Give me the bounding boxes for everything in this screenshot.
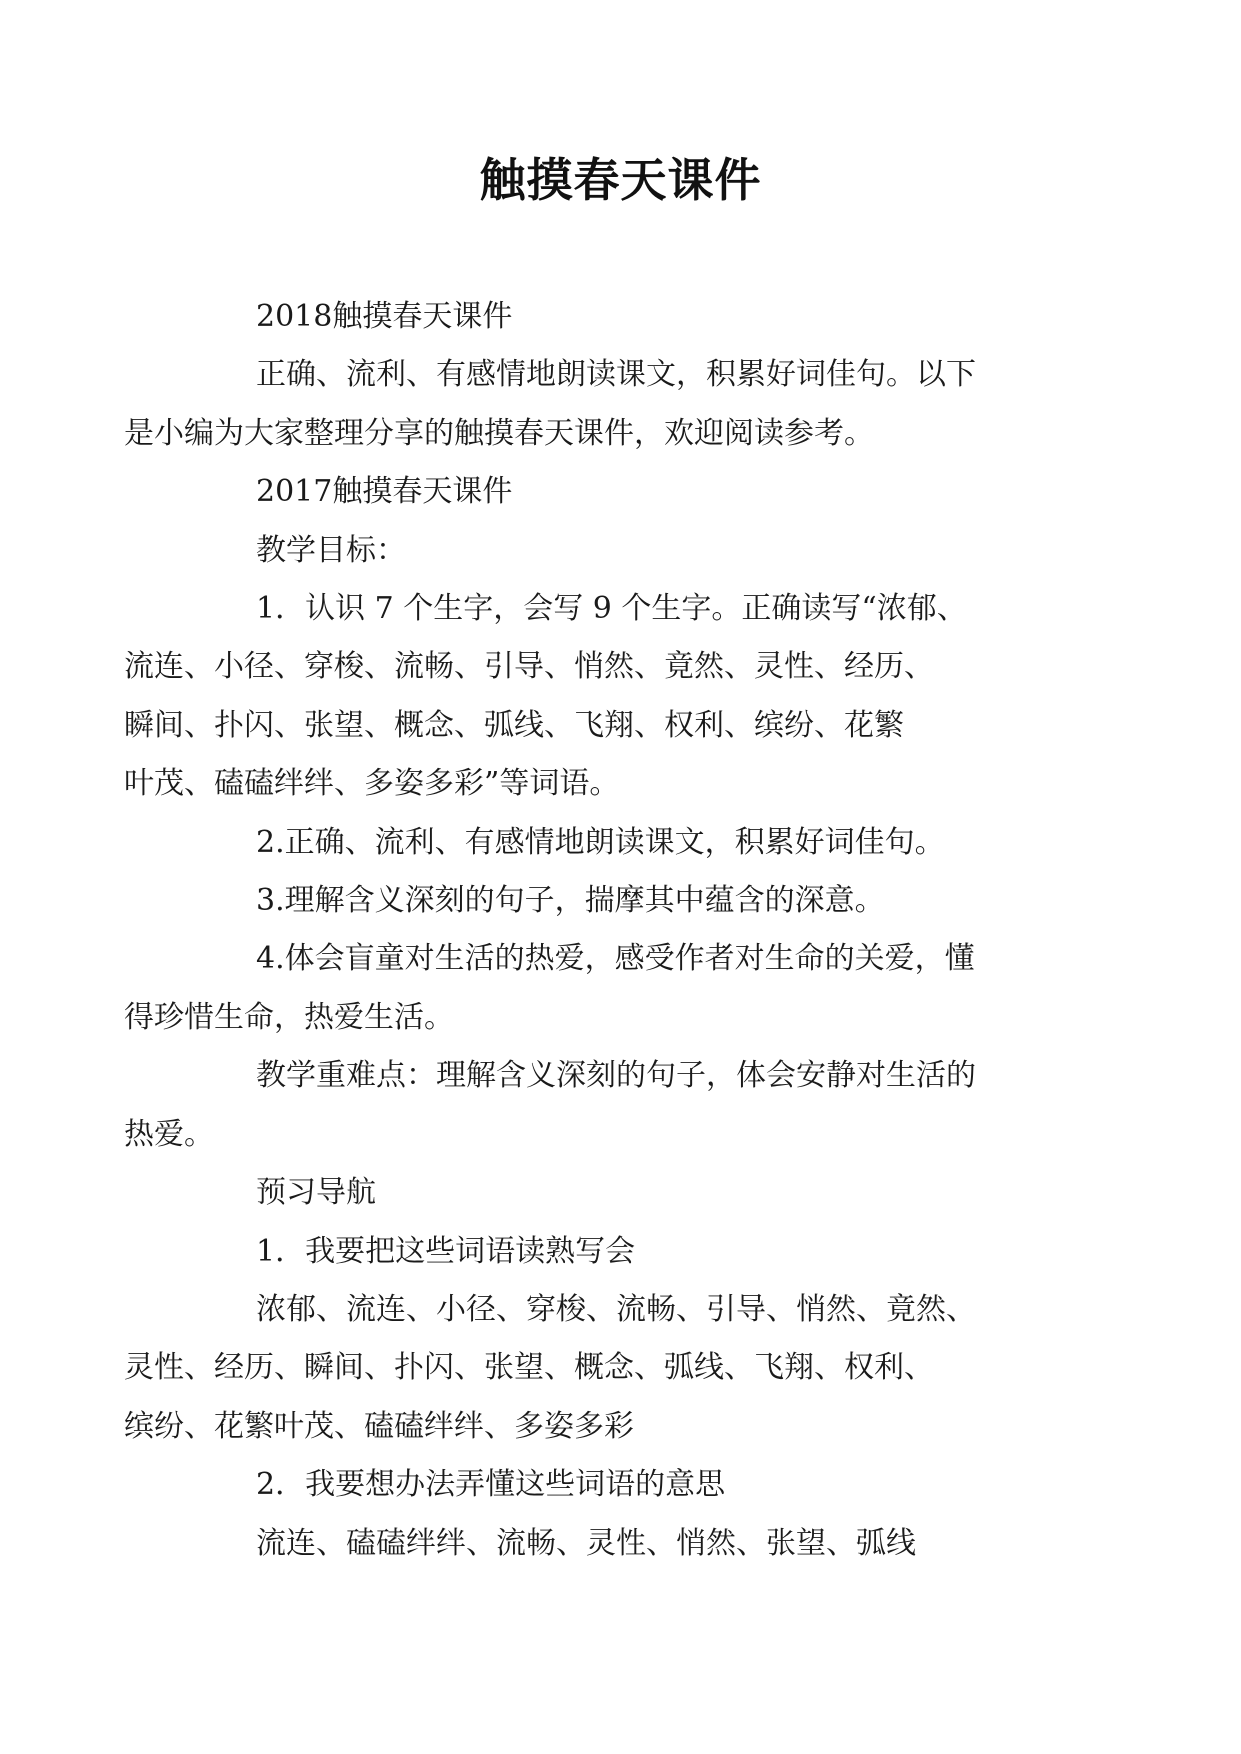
text-line: 正确、流利、有感情地朗读课文，积累好词佳句。以下: [256, 357, 976, 393]
page-title: 触摸春天课件: [479, 153, 762, 207]
paragraph: [190, 522, 1060, 580]
text-line: 教学目标：: [256, 532, 406, 568]
text-line: 瞬间、扑闪、张望、概念、弧线、飞翔、权利、缤纷、花繁: [124, 707, 904, 743]
text-line: 流连、小径、穿梭、流畅、引导、悄然、竟然、灵性、经历、: [124, 649, 934, 685]
text-line: 2.正确、流利、有感情地朗读课文，积累好词佳句。: [256, 824, 945, 860]
text-line: 是小编为大家整理分享的触摸春天课件，欢迎阅读参考。: [124, 415, 874, 451]
paragraph: [124, 580, 1060, 814]
text-line: 2018触摸春天课件: [256, 299, 513, 334]
text-line: 得珍惜生命，热爱生活。: [124, 999, 454, 1035]
paragraph: [124, 346, 1060, 463]
text-line: 1．认识 7 个生字，会写 9 个生字。正确读写“浓郁、: [256, 591, 967, 627]
paragraph: [190, 1164, 1060, 1222]
paragraph: [190, 288, 1060, 346]
paragraph: [190, 814, 1060, 872]
text-line: 浓郁、流连、小径、穿梭、流畅、引导、悄然、竟然、: [256, 1291, 976, 1327]
text-line: 叶茂、磕磕绊绊、多姿多彩”等词语。: [124, 766, 620, 802]
text-line: 4.体会盲童对生活的热爱，感受作者对生命的关爱，懂: [256, 941, 975, 977]
text-line: 1．我要把这些词语读熟写会: [256, 1233, 636, 1269]
text-line: 流连、磕磕绊绊、流畅、灵性、悄然、张望、弧线: [256, 1525, 916, 1561]
paragraph: [190, 463, 1060, 521]
text-line: 3.理解含义深刻的句子，揣摩其中蕴含的深意。: [256, 883, 885, 919]
text-line: 预习导航: [256, 1175, 376, 1211]
paragraph: [124, 930, 1060, 1047]
paragraph: [190, 1223, 1060, 1281]
paragraph: [190, 1456, 1060, 1514]
text-line: 热爱。: [124, 1116, 214, 1152]
paragraph: [124, 1047, 1060, 1164]
text-line: 教学重难点：理解含义深刻的句子，体会安静对生活的: [256, 1058, 976, 1094]
paragraph: [124, 1281, 1060, 1456]
text-line: 灵性、经历、瞬间、扑闪、张望、概念、弧线、飞翔、权利、: [124, 1350, 934, 1386]
text-line: 2017触摸春天课件: [256, 474, 513, 510]
text-line: 2．我要想办法弄懂这些词语的意思: [256, 1467, 726, 1503]
paragraph: [190, 872, 1060, 930]
text-line: 缤纷、花繁叶茂、磕磕绊绊、多姿多彩: [124, 1408, 634, 1444]
document-body: [124, 288, 1060, 1573]
paragraph: [190, 1515, 1060, 1573]
